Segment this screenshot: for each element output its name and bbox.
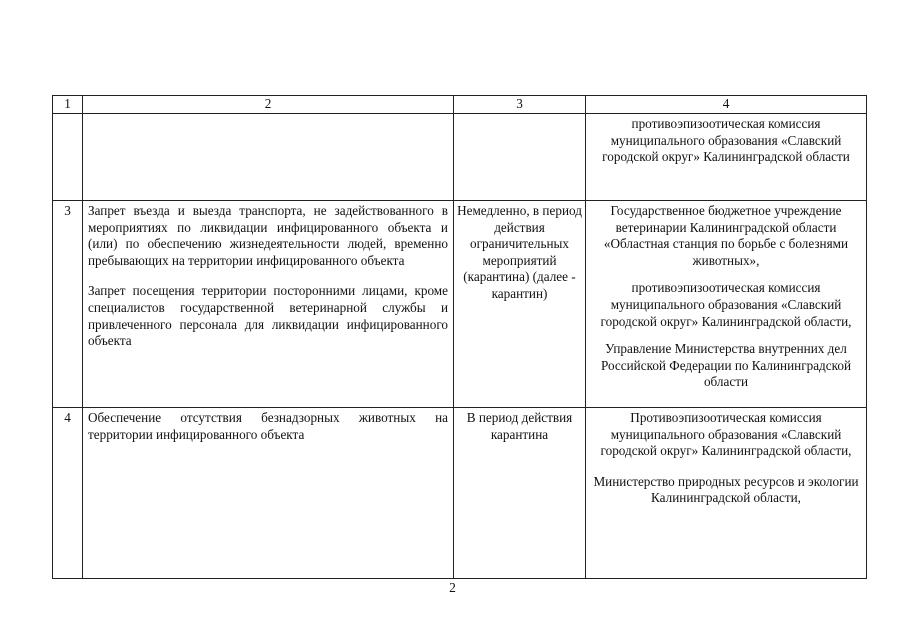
table-row-4 [53,408,867,579]
header-row [53,96,867,114]
responsible-cell [586,201,867,408]
measure-cell [83,408,454,579]
responsible-text: Министерство природных ресурсов и экологии Калининградской области, [593,473,859,506]
cell-empty [83,114,454,201]
header-col-2: 2 [83,96,454,114]
measure-text: Запрет посещения территории посторонними лицами, кроме специалистов государственной ветеринарной службы и привлеченного персонала для ликвидации инфицированного объекта [88,283,448,349]
cell-empty [454,114,586,201]
table-row-continuation [53,114,867,201]
row-number: 3 [53,201,83,408]
responsible-cell [586,114,867,201]
responsible-text: Государственное бюджетное учреждение ветеринарии Калининградской области «Областная станция по борьбе с болезнями животных», [603,203,849,268]
deadline-cell [454,408,586,579]
measure-text: Запрет въезда и выезда транспорта, не задействованного в мероприятиях по ликвидации инфицированного объекта и (или) по обеспечению жизнедеятельности людей, временно пребывающих на территории инфицированного объекта [88,203,448,268]
deadline-cell [454,201,586,408]
deadline-text: В период действия карантина [466,410,573,442]
measures-table [52,95,867,579]
responsible-text: Управление Министерства внутренних дел Российской Федерации по Калининградской области [600,341,852,390]
responsible-text: противоэпизоотическая комиссия муниципального образования «Славский городской округ» Калининградской области, [600,280,852,329]
measure-text: Обеспечение отсутствия безнадзорных животных на территории инфицированного объекта [88,410,448,442]
deadline-text: Немедленно, в период действия ограничительных мероприятий (карантина) (далее - карантин) [457,203,582,301]
responsible-text: противоэпизоотическая комиссия муниципального образования «Славский городской округ» Калининградской области [602,116,850,165]
header-col-4: 4 [586,96,867,114]
page-number: 2 [449,580,456,595]
responsible-text: Противоэпизоотическая комиссия муниципального образования «Славский городской округ» Калининградской области, [600,410,852,459]
cell-empty [53,114,83,201]
measure-cell [83,201,454,408]
responsible-cell [586,408,867,579]
header-col-1: 1 [53,96,83,114]
table-row-3 [53,201,867,408]
row-number: 4 [53,408,83,579]
header-col-3: 3 [454,96,586,114]
